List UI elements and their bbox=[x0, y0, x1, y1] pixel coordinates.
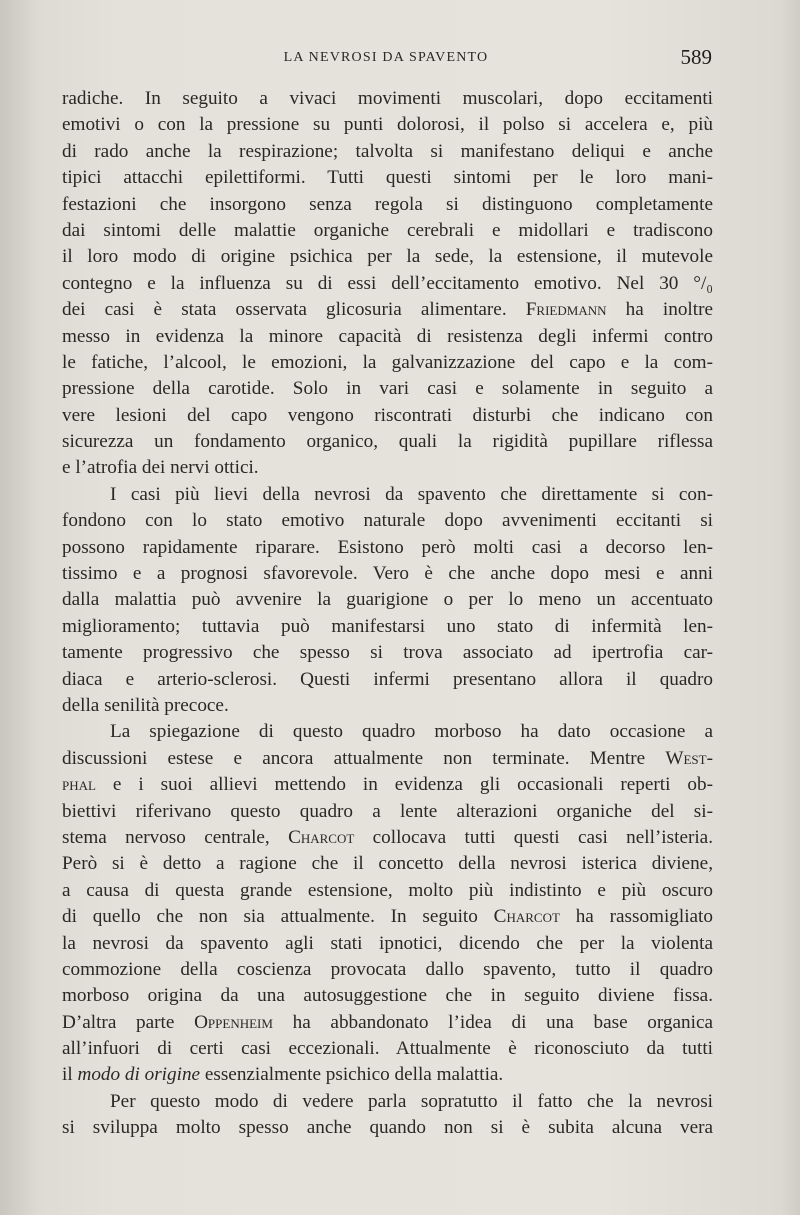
text-line bbox=[62, 772, 713, 798]
page-number: 589 bbox=[680, 45, 712, 69]
text-line bbox=[62, 957, 713, 983]
text-line bbox=[62, 904, 713, 930]
text-line bbox=[62, 931, 713, 957]
text-run: il bbox=[62, 1064, 78, 1086]
text-line: tamente progressivo che spesso si trova associato ad ipertrofia car- bbox=[62, 642, 713, 664]
text-line: pressione della carotide. Solo in vari casi e solamente in seguito a bbox=[62, 378, 713, 400]
text-line: messo in evidenza la minore capacità di resistenza degli infermi contro bbox=[62, 325, 713, 347]
text-line bbox=[62, 799, 713, 825]
text-line: il loro modo di origine psichica per la sede, la estensione, il mutevole bbox=[62, 246, 713, 268]
body-text bbox=[62, 86, 713, 1142]
text-line: contegno e la influenza su di essi dell’eccitamento emotivo. Nel 30 °/₀ bbox=[62, 272, 713, 294]
text-line: I casi più lievi della nevrosi da spavento che direttamente si con- bbox=[110, 483, 713, 505]
text-run: dei casi è stata osservata glicosuria alimentare. bbox=[62, 299, 526, 321]
text-line bbox=[62, 1062, 713, 1088]
text-line bbox=[62, 746, 713, 772]
text-run: commozione della coscienza provocata dallo spavento, tutto il quadro bbox=[62, 958, 713, 980]
author-name: Friedmann bbox=[525, 299, 607, 321]
text-line bbox=[62, 983, 713, 1009]
text-line bbox=[62, 825, 713, 851]
text-run: D’altra parte bbox=[62, 1011, 195, 1033]
paragraph-3 bbox=[62, 719, 713, 1088]
text-run: ha inoltre bbox=[606, 299, 713, 321]
text-line: diaca e arterio-sclerosi. Questi infermi presentano allora il quadro bbox=[62, 668, 713, 690]
author-name: West- bbox=[665, 747, 713, 769]
text-line bbox=[62, 851, 713, 877]
text-run: ha rassomigliato bbox=[559, 906, 713, 928]
text-line: fondono con lo stato emotivo naturale dopo avvenimenti eccitanti si bbox=[62, 510, 713, 532]
text-run: ha abbandonato l’idea di una base organica bbox=[272, 1011, 713, 1033]
text-line: di rado anche la respirazione; talvolta si manifestano deliqui e anche bbox=[62, 140, 713, 162]
author-name: Oppenheim bbox=[194, 1011, 273, 1033]
text-line: della senilità precoce. bbox=[62, 694, 229, 716]
text-line: miglioramento; tuttavia può manifestarsi uno stato di infermità len- bbox=[62, 615, 713, 637]
text-line: Per questo modo di vedere parla sopratutto il fatto che la nevrosi bbox=[110, 1090, 713, 1112]
text-run: all’infuori di certi casi eccezionali. Attualmente è riconosciuto da tutti bbox=[62, 1038, 713, 1060]
paragraph-2 bbox=[62, 482, 713, 720]
paragraph-1 bbox=[62, 86, 713, 482]
emphasis: modo di origine bbox=[77, 1064, 201, 1086]
text-line: dalla malattia può avvenire la guarigione o per lo meno un accentuato bbox=[62, 589, 713, 611]
text-line: tipici attacchi epilettiformi. Tutti questi sintomi per le loro mani- bbox=[62, 167, 713, 189]
text-run: La spiegazione di questo quadro morboso ha dato occasione a bbox=[110, 721, 713, 743]
text-run: la nevrosi da spavento agli stati ipnotici, dicendo che per la violenta bbox=[62, 932, 713, 954]
text-line: le fatiche, l’alcool, le emozioni, la galvanizzazione del capo e la com- bbox=[62, 351, 713, 373]
text-run: collocava tutti questi casi nell’isteria. bbox=[354, 826, 713, 848]
running-title: LA NEVROSI DA SPAVENTO bbox=[283, 50, 489, 65]
text-line: vere lesioni del capo vengono riscontrati disturbi che indicano con bbox=[62, 404, 713, 426]
text-run: biettivi riferivano questo quadro a lente alterazioni organiche del si- bbox=[62, 800, 713, 822]
text-line: possono rapidamente riparare. Esistono però molti casi a decorso len- bbox=[62, 536, 713, 558]
text-run: stema nervoso centrale, bbox=[62, 826, 289, 848]
text-line bbox=[62, 1010, 713, 1036]
text-line bbox=[62, 719, 713, 745]
paragraph-4 bbox=[62, 1089, 713, 1142]
text-line: emotivi o con la pressione su punti dolorosi, il polso si accelera e, più bbox=[62, 114, 713, 136]
text-run: e i suoi allievi mettendo in evidenza gli occasionali reperti ob- bbox=[95, 774, 713, 796]
running-head bbox=[60, 45, 712, 74]
text-line bbox=[62, 297, 713, 323]
text-run: di quello che non sia attualmente. In seguito bbox=[62, 906, 494, 928]
author-name: phal bbox=[62, 774, 96, 796]
text-line: radiche. In seguito a vivaci movimenti muscolari, dopo eccitamenti bbox=[62, 88, 713, 109]
text-line: tissimo e a prognosi sfavorevole. Vero è che anche dopo mesi e anni bbox=[62, 563, 713, 585]
text-line bbox=[62, 878, 713, 904]
text-run: a causa di questa grande estensione, molto più indistinto e più oscuro bbox=[62, 879, 713, 901]
text-line: e l’atrofia dei nervi ottici. bbox=[62, 457, 259, 479]
text-line: si sviluppa molto spesso anche quando non si è subita alcuna vera bbox=[62, 1117, 713, 1139]
text-run: discussioni estese e ancora attualmente non terminate. Mentre bbox=[62, 747, 666, 769]
author-name: Charcot bbox=[493, 906, 560, 928]
text-run: Però si è detto a ragione che il concetto della nevrosi isterica diviene, bbox=[62, 853, 713, 875]
text-line: dai sintomi delle malattie organiche cerebrali e midollari e tradiscono bbox=[62, 219, 713, 241]
text-line: festazioni che insorgono senza regola si distinguono completamente bbox=[62, 193, 713, 215]
author-name: Charcot bbox=[288, 826, 355, 848]
text-line bbox=[62, 1036, 713, 1062]
text-run: essenzialmente psichico della malattia. bbox=[200, 1064, 504, 1086]
text-line: sicurezza un fondamento organico, quali la rigidità pupillare riflessa bbox=[62, 431, 713, 453]
text-run: morboso origina da una autosuggestione che in seguito diviene fissa. bbox=[62, 985, 713, 1007]
